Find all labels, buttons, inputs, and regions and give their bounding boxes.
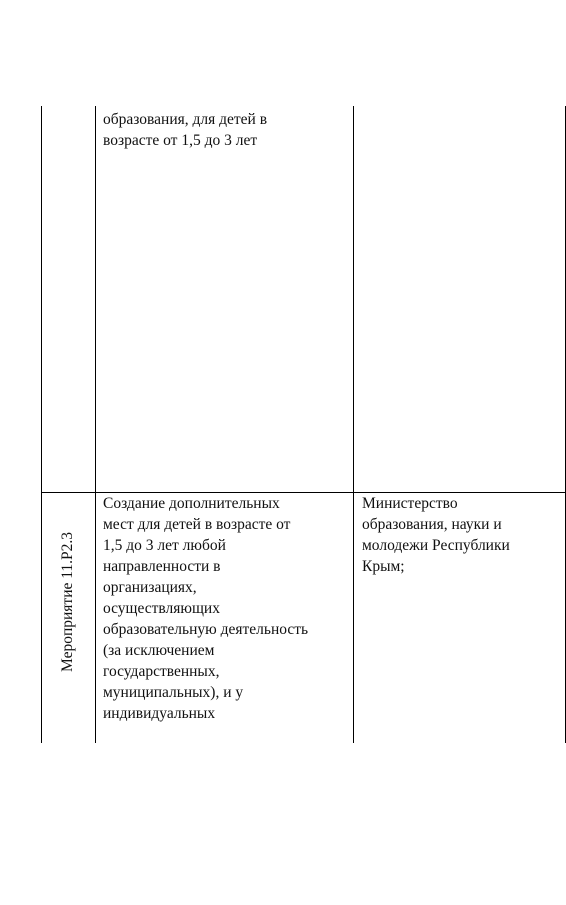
row2-description: Создание дополнительных мест для детей в возрасте от 1,5 до 3 лет любой направленности в организациях, осуществляющих образовательную деятельность (за исключением государственных, муниципальных), и у индивидуальных [103,495,309,722]
column-divider-1 [95,106,96,743]
row2-event-label: Мероприятие 11.Р2.3 [59,531,76,672]
column-divider-2 [353,106,354,743]
row1-description: образования, для детей в возрасте от 1,5 до 3 лет [103,111,268,149]
row2-responsible: Министерство образования, науки и молодежи Республики Крым; [362,495,510,575]
table-border-left [41,106,42,743]
